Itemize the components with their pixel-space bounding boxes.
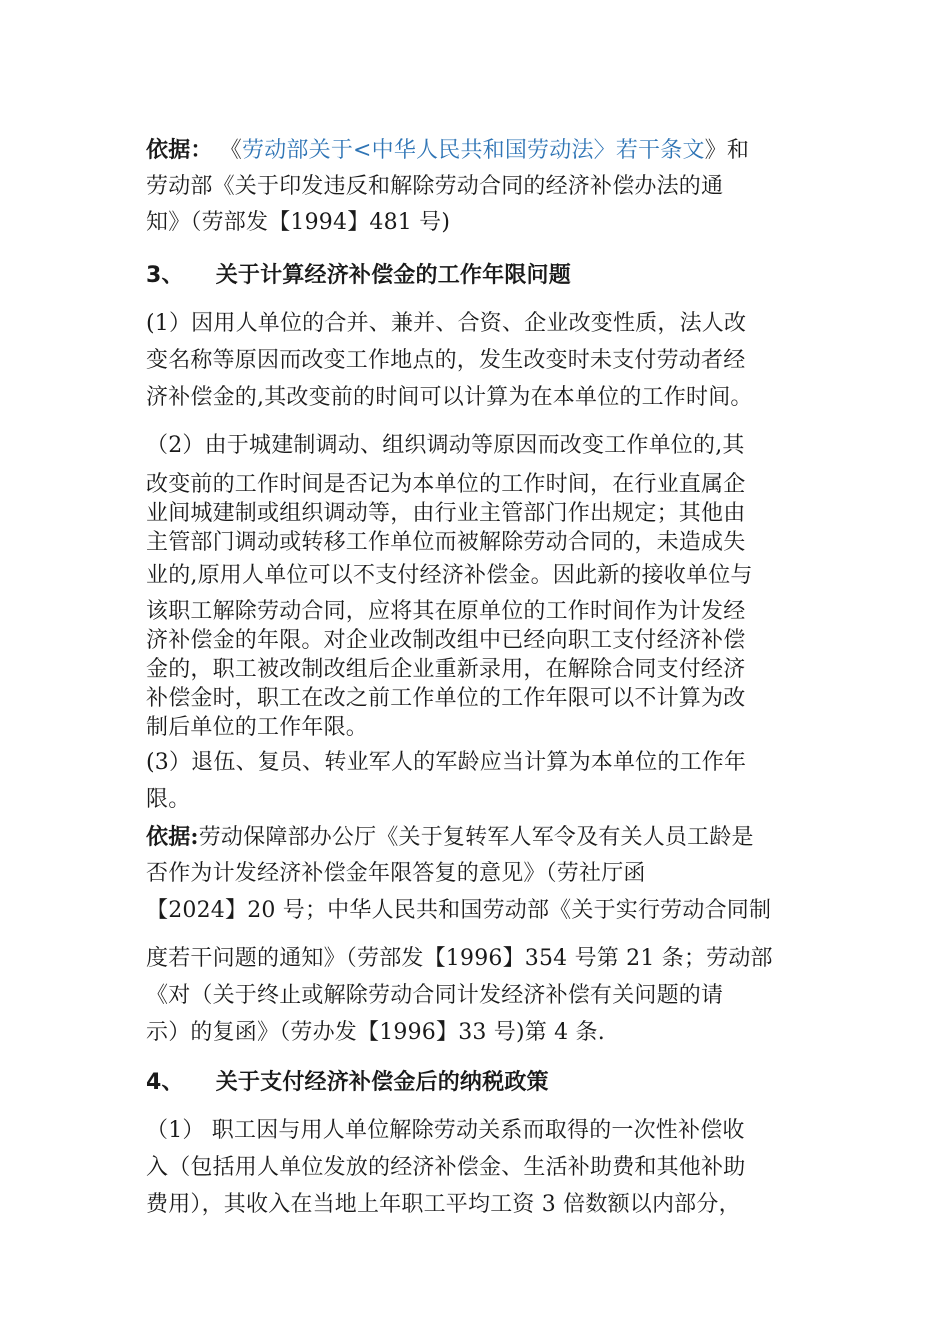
basis-label: 依据:	[146, 824, 199, 850]
s3-p2-line: 济补偿金的年限。对企业改制改组中已经向职工支付经济补偿	[146, 628, 746, 653]
s3-p2-line: 改变前的工作时间是否记为本单位的工作时间，在行业直属企	[146, 472, 746, 497]
section-3-heading: 3、 关于计算经济补偿金的工作年限问题	[146, 262, 571, 288]
basis-label: 依据：	[146, 137, 213, 163]
s3-p3-line: 限。	[146, 787, 191, 812]
section-4-heading: 4、 关于支付经济补偿金后的纳税政策	[146, 1069, 549, 1095]
basis-2-line: 【2024】20 号；中华人民共和国劳动部《关于实行劳动合同制	[146, 898, 772, 923]
basis-line-2: 劳动部《关于印发违反和解除劳动合同的经济补偿办法的通	[146, 174, 724, 199]
s3-p2-line: （2）由于城建制调动、组织调动等原因而改变工作单位的,其	[146, 433, 745, 458]
basis-2-line: 度若干问题的通知》（劳部发【1996】354 号第 21 条；劳动部	[146, 946, 773, 971]
s4-p1-line: 费用），其收入在当地上年职工平均工资 3 倍数额以内部分，	[146, 1192, 741, 1217]
s3-p2-line: 主管部门调动或转移工作单位而被解除劳动合同的，未造成失	[146, 530, 746, 555]
s3-p2-line: 制后单位的工作年限。	[146, 715, 369, 740]
s3-p2-line: 补偿金时，职工在改之前工作单位的工作年限可以不计算为改	[146, 686, 746, 711]
basis-2-line: 《对（关于终止或解除劳动合同计发经济补偿有关问题的请	[146, 983, 724, 1008]
s3-p1-line: (1）因用人单位的合并、兼并、合资、企业改变性质，法人改	[146, 311, 747, 336]
s3-p3-line: (3）退伍、复员、转业军人的军龄应当计算为本单位的工作年	[146, 750, 747, 775]
s3-p2-line: 金的，职工被改制改组后企业重新录用，在解除合同支付经济	[146, 657, 746, 682]
s3-p2-line: 业的,原用人单位可以不支付经济补偿金。因此新的接收单位与	[146, 563, 753, 588]
s4-p1-line: 入（包括用人单位发放的经济补偿金、生活补助费和其他补助	[146, 1155, 746, 1180]
basis-line-1: 依据： 《劳动部关于<中华人民共和国劳动法〉若干条文》和	[146, 137, 750, 163]
basis-2-line: 否作为计发经济补偿金年限答复的意见》（劳社厅函	[146, 861, 646, 886]
s4-p1-line: （1） 职工因与用人单位解除劳动关系而取得的一次性补偿收	[146, 1118, 745, 1143]
basis-line-3: 知》（劳部发【1994】481 号)	[146, 210, 451, 235]
s3-p2-line: 业间城建制或组织调动等，由行业主管部门作出规定；其他由	[146, 501, 746, 526]
law-link[interactable]: 劳动部关于<中华人民共和国劳动法〉若干条文	[242, 138, 705, 163]
s3-p2-line: 该职工解除劳动合同，应将其在原单位的工作时间作为计发经	[146, 599, 746, 624]
basis-2-line-1: 依据:劳动保障部办公厅《关于复转军人军令及有关人员工龄是	[146, 824, 754, 850]
s3-p1-line: 济补偿金的,其改变前的时间可以计算为在本单位的工作时间。	[146, 385, 753, 410]
basis-2-line: 示）的复函》（劳办发【1996】33 号)第 4 条.	[146, 1020, 605, 1045]
s3-p1-line: 变名称等原因而改变工作地点的，发生改变时未支付劳动者经	[146, 348, 746, 373]
